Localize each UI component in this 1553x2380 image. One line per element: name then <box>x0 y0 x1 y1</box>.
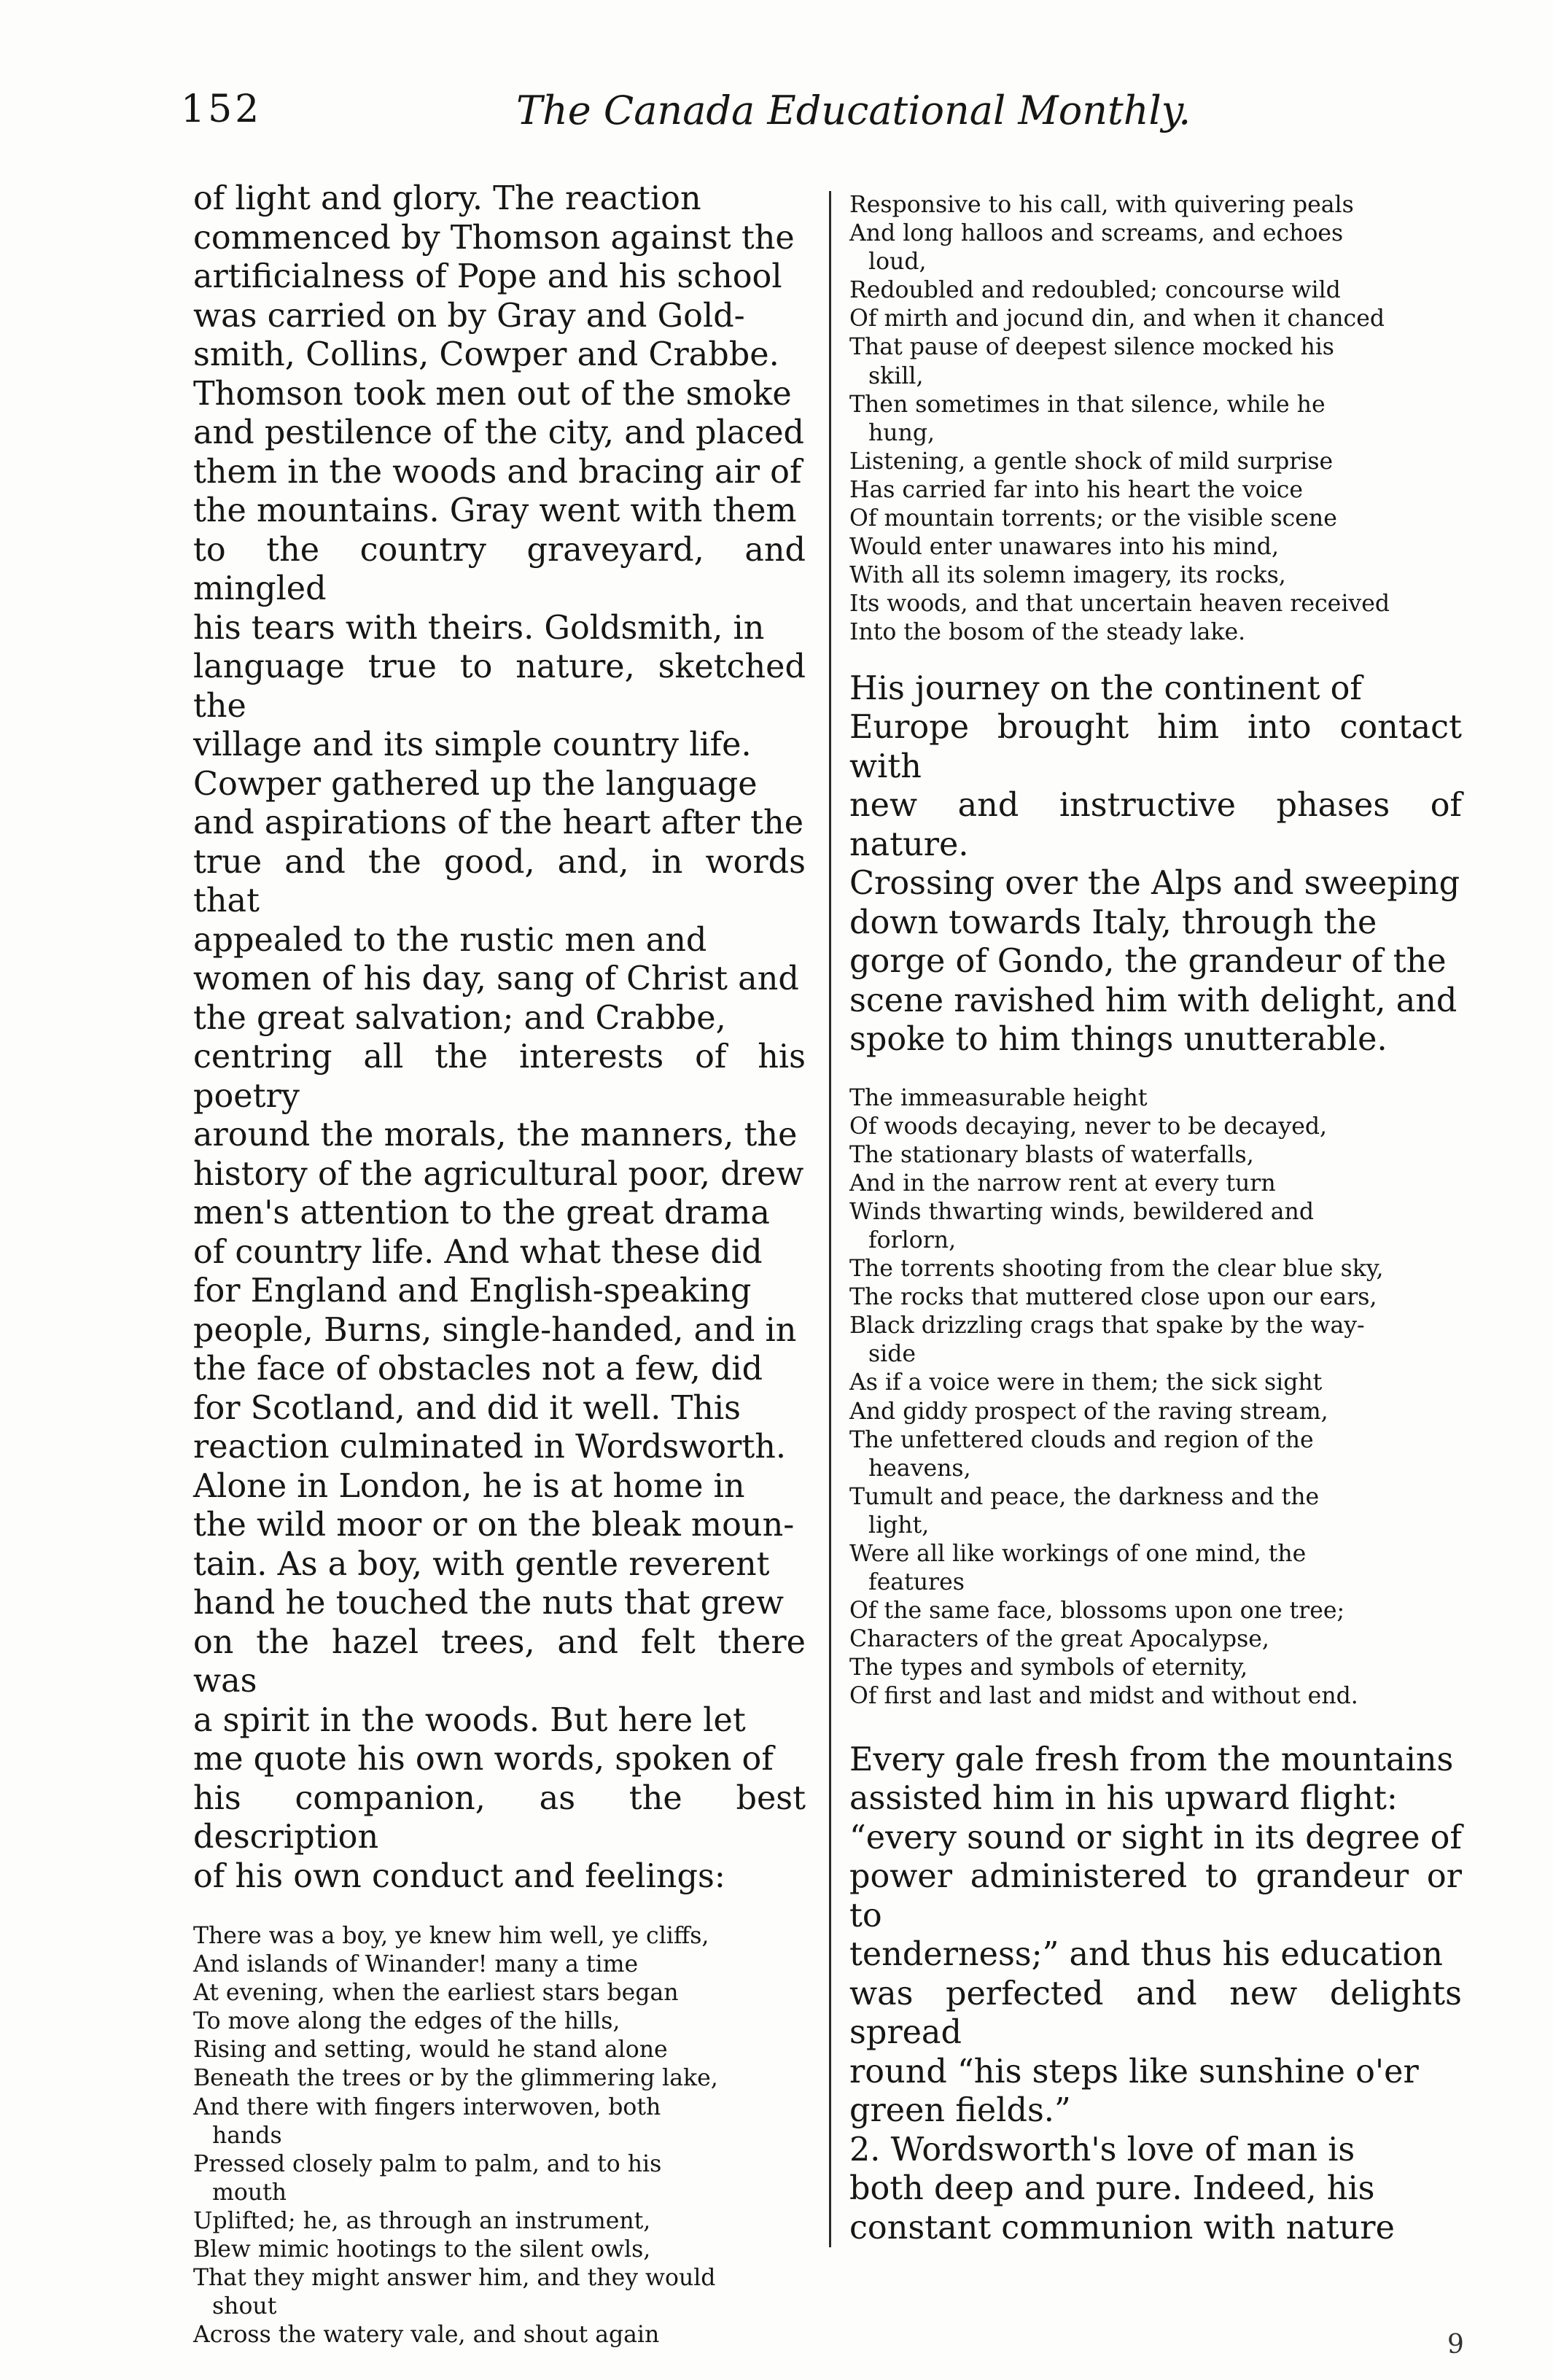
text-line: centring all the interests of his poetry <box>193 1038 806 1115</box>
verse-line: features <box>868 1569 965 1596</box>
left-prose-paragraph <box>193 179 806 1896</box>
text-line: green fields.” <box>849 2092 1071 2130</box>
verse-line: Were all like workings of one mind, the <box>849 1541 1307 1567</box>
text-line: language true to nature, sketched the <box>193 648 806 725</box>
running-title: The Canada Educational Monthly. <box>516 88 1191 133</box>
text-line: of country life. And what these did <box>193 1233 763 1271</box>
verse-line: Winds thwarting winds, bewildered and <box>849 1198 1314 1225</box>
text-line: me quote his own words, spoken of <box>193 1741 774 1778</box>
left-column <box>193 179 806 2349</box>
verse-line: loud, <box>868 249 927 276</box>
text-line: the great salvation; and Crabbe, <box>193 999 726 1037</box>
text-line: down towards Italy, through the <box>849 903 1377 941</box>
text-line: around the morals, the manners, the <box>193 1116 798 1154</box>
verse-line: And giddy prospect of the raving stream, <box>849 1398 1328 1425</box>
text-line: on the hazel trees, and felt there was <box>193 1623 806 1700</box>
text-line: the face of obstacles not a few, did <box>193 1350 763 1388</box>
verse-line: And in the narrow rent at every turn <box>849 1170 1276 1197</box>
verse-line: Responsive to his call, with quivering peals <box>849 192 1354 218</box>
text-line: assisted him in his upward flight: <box>849 1780 1398 1818</box>
text-line: artificialness of Pope and his school <box>193 258 782 295</box>
text-line: true and the good, and, in words that <box>193 843 806 919</box>
text-line: round “his steps like sunshine o'er <box>849 2053 1419 2091</box>
verse-line: The unfettered clouds and region of the <box>849 1426 1314 1453</box>
verse-line: Blew mimic hootings to the silent owls, <box>193 2236 651 2263</box>
text-line: “every sound or sight in its degree of <box>849 1819 1462 1856</box>
verse-line: Of the same face, blossoms upon one tree; <box>849 1598 1345 1625</box>
verse-line: hung, <box>868 419 935 446</box>
text-line: the wild moor or on the bleak moun- <box>193 1506 795 1544</box>
text-line: hand he touched the nuts that grew <box>193 1584 784 1622</box>
text-line: Alone in London, he is at home in <box>193 1467 745 1505</box>
verse-line: That pause of deepest silence mocked his <box>849 334 1334 361</box>
verse-line: Its woods, and that uncertain heaven received <box>849 591 1390 618</box>
verse-line: Rising and setting, would he stand alone <box>193 2037 668 2064</box>
text-line: Crossing over the Alps and sweeping <box>849 865 1460 902</box>
verse-line: And long halloos and screams, and echoes <box>849 220 1344 247</box>
verse-line: With all its solemn imagery, its rocks, <box>849 562 1286 589</box>
text-line: men's attention to the great drama <box>193 1194 770 1232</box>
text-line: was perfected and new delights spread <box>849 1975 1462 2052</box>
verse-line: The types and symbols of eternity, <box>849 1654 1248 1681</box>
text-line: them in the woods and bracing air of <box>193 453 802 491</box>
text-line: tenderness;” and thus his education <box>849 1936 1443 1974</box>
verse-line: hands <box>212 2122 282 2149</box>
text-line: gorge of Gondo, the grandeur of the <box>849 943 1447 980</box>
text-line: smith, Collins, Cowper and Crabbe. <box>193 336 779 373</box>
verse-line: The stationary blasts of waterfalls, <box>849 1141 1254 1168</box>
verse-line: And islands of Winander! many a time <box>193 1951 639 1978</box>
verse-line: The rocks that muttered close upon our ears, <box>849 1284 1377 1311</box>
verse-line: Then sometimes in that silence, while he <box>849 391 1326 418</box>
verse-line: Into the bosom of the steady lake. <box>849 619 1246 646</box>
verse-line: At evening, when the earliest stars began <box>193 1980 679 2007</box>
verse-line: Beneath the trees or by the glimmering lake, <box>193 2065 718 2092</box>
text-line: his companion, as the best description <box>193 1779 806 1856</box>
verse-line: Of first and last and midst and without end. <box>849 1683 1358 1710</box>
right-verse-block-2 <box>849 1084 1462 1711</box>
text-line: Europe brought him into contact with <box>849 709 1462 785</box>
verse-line: Uplifted; he, as through an instrument, <box>193 2207 651 2234</box>
right-prose-paragraph-3 <box>849 2131 1462 2248</box>
text-line: appealed to the rustic men and <box>193 921 707 959</box>
right-column <box>849 191 1462 2247</box>
text-line: Every gale fresh from the mountains <box>849 1741 1454 1778</box>
verse-line: mouth <box>212 2179 287 2206</box>
text-line: scene ravished him with delight, and <box>849 981 1457 1019</box>
verse-line: The immeasurable height <box>849 1084 1148 1111</box>
verse-line: As if a voice were in them; the sick sight <box>849 1369 1323 1396</box>
prose-text <box>849 1741 1462 2131</box>
right-verse-block-1 <box>849 191 1462 648</box>
text-line: both deep and pure. Indeed, his <box>849 2170 1375 2208</box>
verse-line: Across the watery vale, and shout again <box>193 2322 660 2349</box>
text-line: and aspirations of the heart after the <box>193 804 804 841</box>
text-line: a spirit in the woods. But here let <box>193 1701 746 1739</box>
text-line: spoke to him things unutterable. <box>849 1021 1387 1058</box>
verse-line: side <box>868 1341 916 1368</box>
prose-text <box>849 669 1462 1059</box>
verse-line: skill, <box>868 362 924 389</box>
text-line: Thomson took men out of the smoke <box>193 375 792 413</box>
text-line: reaction culminated in Wordsworth. <box>193 1428 787 1466</box>
text-line: constant communion with nature <box>849 2209 1395 2247</box>
text-line: power administered to grandeur or to <box>849 1858 1462 1934</box>
text-line: people, Burns, single-handed, and in <box>193 1311 797 1349</box>
text-line: was carried on by Gray and Gold- <box>193 297 745 335</box>
text-line: history of the agricultural poor, drew <box>193 1155 804 1193</box>
verse-line: forlorn, <box>868 1226 957 1253</box>
text-line: Cowper gathered up the language <box>193 765 758 803</box>
text-line: 2. Wordsworth's love of man is <box>849 2131 1355 2169</box>
right-prose-paragraph-1 <box>849 669 1462 1059</box>
verse-line: There was a boy, ye knew him well, ye cliffs, <box>193 1923 709 1949</box>
text-line: of light and glory. The reaction <box>193 180 701 217</box>
verse-line: shout <box>212 2293 277 2320</box>
prose-text <box>193 179 806 1896</box>
signature-mark: 9 <box>1447 2330 1464 2360</box>
text-line: his tears with theirs. Goldsmith, in <box>193 609 765 647</box>
page-number: 152 <box>181 88 262 131</box>
text-line: new and instructive phases of nature. <box>849 787 1462 863</box>
verse-line: That they might answer him, and they would <box>193 2265 716 2292</box>
verse-line: Has carried far into his heart the voice <box>849 476 1304 503</box>
verse-line: Redoubled and redoubled; concourse wild <box>849 277 1341 304</box>
verse-line: Would enter unawares into his mind, <box>849 534 1279 561</box>
left-verse-block <box>193 1922 806 2349</box>
verse-line: heavens, <box>868 1455 971 1482</box>
verse-line: Pressed closely palm to palm, and to his <box>193 2150 662 2177</box>
verse-line: Of woods decaying, never to be decayed, <box>849 1113 1328 1140</box>
verse-line: Characters of the great Apocalypse, <box>849 1626 1269 1653</box>
text-line: for England and English-speaking <box>193 1272 752 1310</box>
text-line: women of his day, sang of Christ and <box>193 960 799 998</box>
text-line: village and its simple country life. <box>193 726 752 763</box>
verse-line: Tumult and peace, the darkness and the <box>849 1483 1320 1510</box>
text-line: the mountains. Gray went with them <box>193 492 797 529</box>
verse-line: Black drizzling crags that spake by the way- <box>849 1312 1365 1339</box>
prose-text <box>849 2131 1462 2248</box>
verse-line: Of mirth and jocund din, and when it chanced <box>849 306 1385 332</box>
right-prose-paragraph-2 <box>849 1741 1462 2131</box>
text-line: to the country graveyard, and mingled <box>193 531 806 607</box>
text-line: and pestilence of the city, and placed <box>193 414 805 451</box>
verse-line: Of mountain torrents; or the visible scene <box>849 505 1337 532</box>
verse-line: And there with fingers interwoven, both <box>193 2093 661 2120</box>
verse-line: light, <box>868 1512 930 1539</box>
verse-line: Listening, a gentle shock of mild surprise <box>849 448 1334 475</box>
text-line: of his own conduct and feelings: <box>193 1857 725 1895</box>
running-header <box>181 88 1449 146</box>
text-line: commenced by Thomson against the <box>193 219 795 257</box>
verse-line: The torrents shooting from the clear blue sky, <box>849 1256 1384 1283</box>
text-line: tain. As a boy, with gentle reverent <box>193 1545 770 1583</box>
column-divider <box>829 191 831 2247</box>
verse-line: To move along the edges of the hills, <box>193 2008 620 2035</box>
text-line: for Scotland, and did it well. This <box>193 1389 741 1427</box>
text-line: His journey on the continent of <box>849 669 1362 707</box>
